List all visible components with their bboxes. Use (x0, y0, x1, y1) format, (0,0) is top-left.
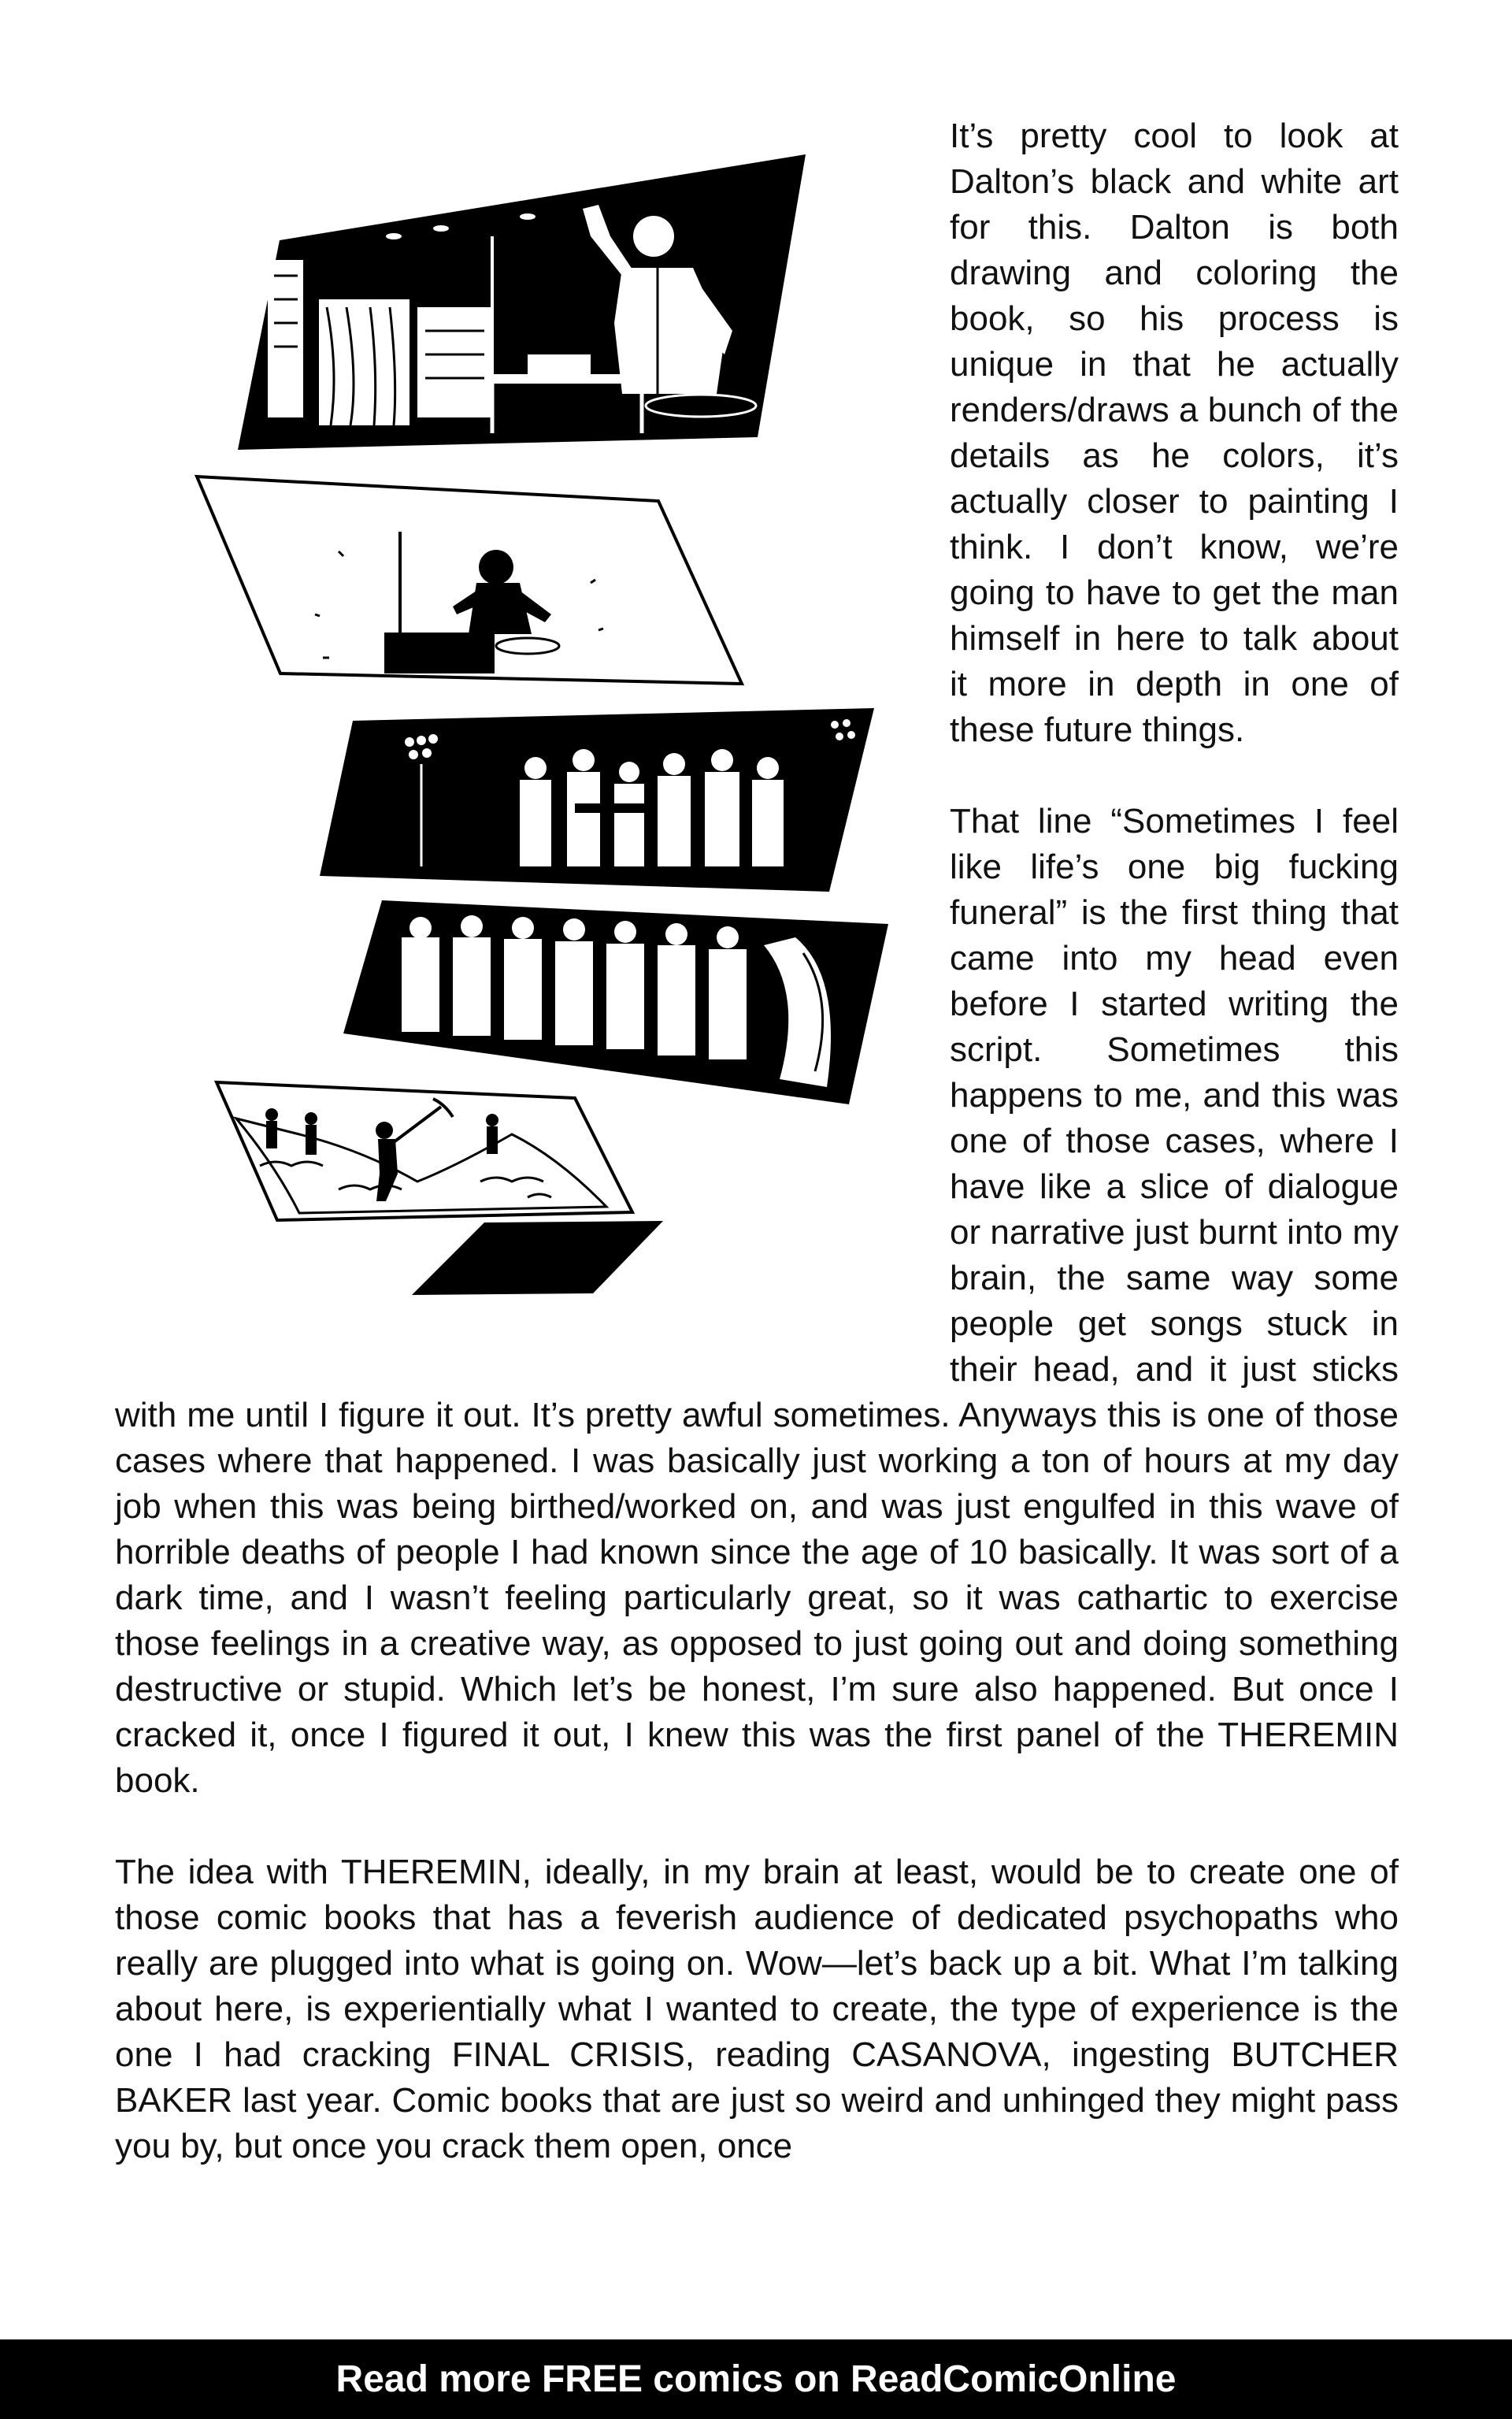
footer-banner[interactable] (0, 2339, 1512, 2419)
paragraph-1: It’s pretty cool to look at Dalton’s black and white art for this. Dalton is both drawing and coloring the book, so his process is unique in that he actually renders/draws a bunch of the details as he colors, it’s actually closer to painting I think. I don’t know, we’re going to have to get the man himself in here to talk about it more in depth in one of these future things. (950, 117, 1399, 749)
footer-banner-text[interactable]: Read more FREE comics on ReadComicOnline (335, 2358, 1177, 2400)
art-wrap-space (115, 113, 950, 1375)
paragraph-3: The idea with THEREMIN, ideally, in my brain at least, would be to create one of those comic books that has a feverish audience of dedicated psychopaths who really are plugged into what is going on. Wow—let’s back up a bit. What I’m talking about here, is experientially what I wanted to create, the type of experience is the one I had cracking FINAL CRISIS, reading CASANOVA, ingesting BUTCHER BAKER last year. Comic books that are just so weird and unhinged they might pass you by, but once you crack them open, once (115, 1853, 1399, 2165)
article-body (115, 113, 1399, 2215)
paragraph-2: That line “Sometimes I feel like life’s one big fucking funeral” is the first thing that came into my head even before I started writing the script. Sometimes this happens to me, and this was one of those cases, where I have like a slice of dialogue or narrative just burnt into my brain, the same way some people get songs stuck in their head, and it just sticks with me until I figure it out. It’s pretty awful sometimes. Anyways this is one of those cases where that happened. I was basically just working a ton of hours at my day job when this was being birthed/worked on, and was just engulfed in this wave of horrible deaths of people I had known since the age of 10 basically. It was sort of a dark time, and I wasn’t feeling particularly great, so it was cathartic to exercise those feelings in a creative way, as opposed to just going out and doing something destructive or stupid. Which let’s be honest, I’m sure also happened. But once I cracked it, once I figured it out, I knew this was the first panel of the THEREMIN book. (115, 802, 1399, 1800)
